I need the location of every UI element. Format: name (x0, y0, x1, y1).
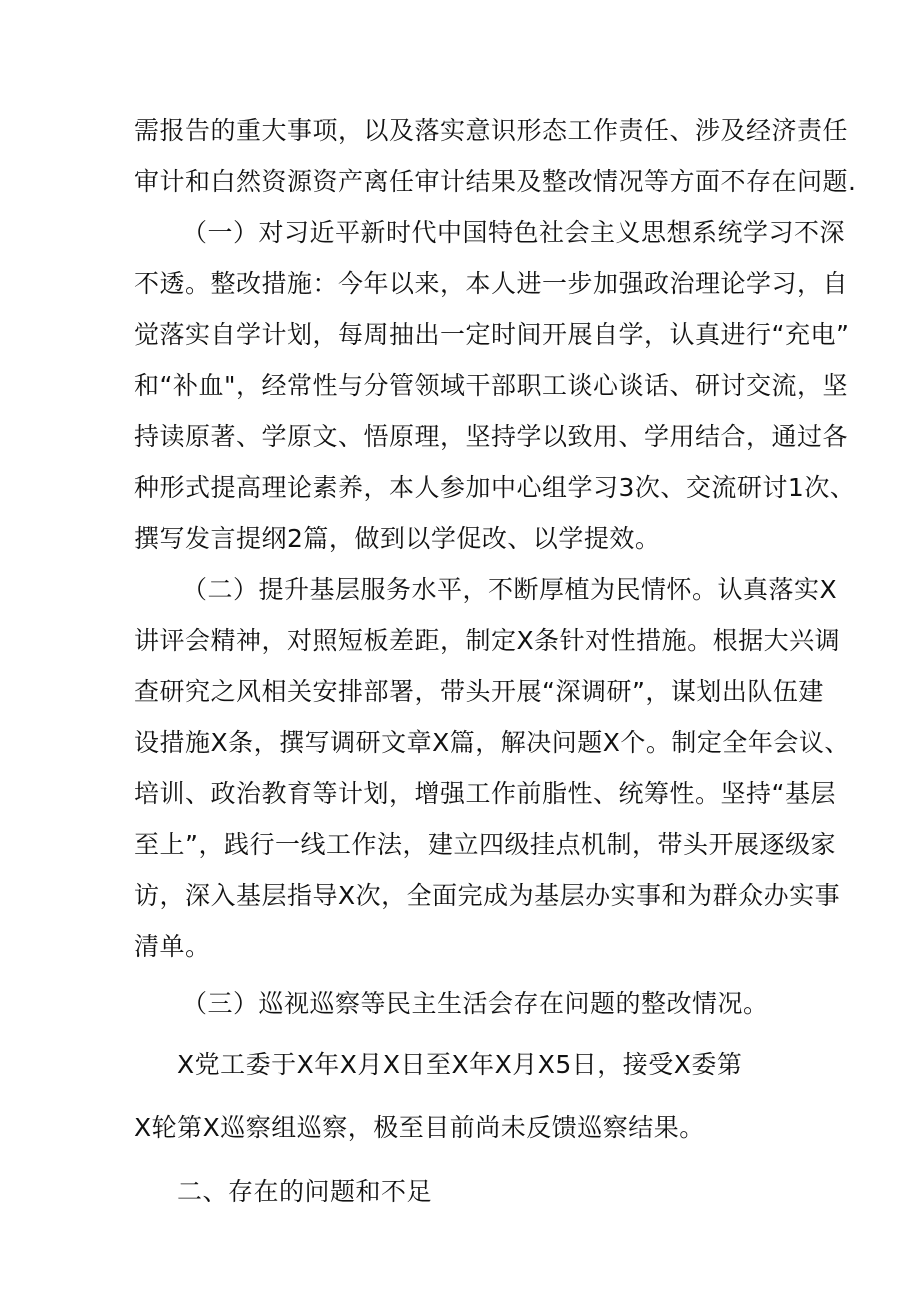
text-line: 访，深入基层指导X次，全面完成为基层办实事和为群众办实事 (134, 881, 841, 910)
text-line: X轮第X巡察组巡察，极至目前尚未反馈巡察结果。 (134, 1113, 705, 1142)
text-line: 讲评会精神，对照短板差距，制定X条针对性措施。根据大兴调 (134, 626, 841, 655)
text-line: 持读原著、学原文、悟原理，坚持学以致用、学用结合，通过各 (134, 422, 849, 451)
text-line: 清单。 (134, 932, 211, 961)
section-three-title: （三）巡视巡察等民主生活会存在问题的整改情况。 (182, 989, 769, 1018)
text-line: 和“补血"，经常性与分管领域干部职工谈心谈话、研讨交流，坚 (134, 371, 848, 400)
section-one-title: （一）对习近平新时代中国特色社会主义思想系统学习不深 (182, 218, 846, 247)
text-line: 种形式提高理论素养，本人参加中心组学习3次、交流研讨1次、 (134, 473, 856, 502)
text-line: 觉落实自学计划，每周抽出一定时间开展自学，认真进行“充电” (134, 320, 850, 349)
section-heading: 二、存在的问题和不足 (177, 1177, 433, 1206)
text-line: 设措施X条，撰写调研文章X篇，解决问题X个。制定全年会议、 (134, 728, 850, 757)
text-line: X党工委于X年X月X日至X年X月X5日，接受X委第 (177, 1050, 743, 1079)
text-line: 不透。整改措施：今年以来，本人进一步加强政治理论学习，自 (134, 269, 849, 298)
text-line: 至上”，践行一线工作法，建立四级挂点机制，带头开展逐级家 (134, 830, 836, 859)
section-two-title: （二）提升基层服务水平，不断厚植为民情怀。认真落实X (182, 575, 838, 604)
text-line: 撰写发言提纲2篇，做到以学促改、以学提效。 (134, 524, 661, 553)
text-line: 查研究之风相关安排部署，带头开展“深调研”，谋划出队伍建 (134, 677, 824, 706)
text-line: 培训、政治教育等计划，增强工作前脂性、统筹性。坚持“基层 (134, 779, 836, 808)
text-line: 审计和白然资源资产离任审计结果及整改情况等方面不存在问题. (134, 167, 857, 196)
text-line: 需报告的重大事项，以及落实意识形态工作责任、涉及经济责任 (134, 116, 849, 145)
